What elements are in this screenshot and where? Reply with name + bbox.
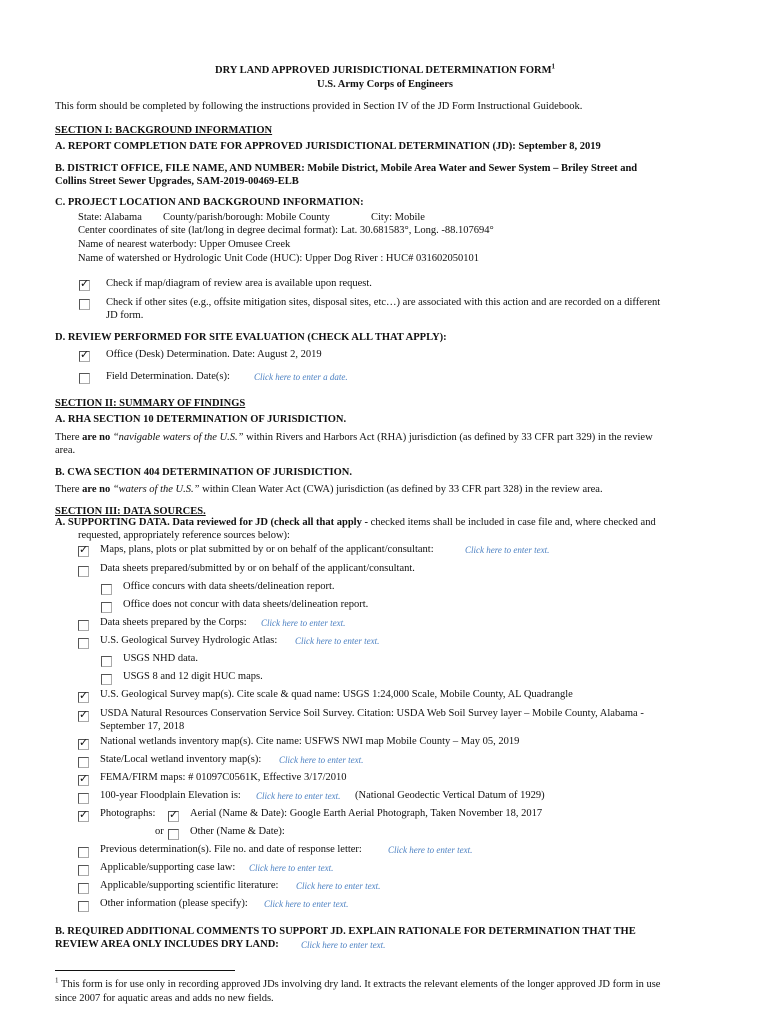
map-available-label: Check if map/diagram of review area is available upon request. [106,278,372,289]
check-icon: ✓ [80,277,90,290]
agency-name: U.S. Army Corps of Engineers [317,79,453,90]
datasheets-label: Data sheets prepared/submitted by or on behalf of the applicant/consultant. [100,563,415,574]
section-2-b-text [55,483,603,496]
section-3-b-line1: B. REQUIRED ADDITIONAL COMMENTS TO SUPPORT JD. EXPLAIN RATIONALE FOR DETERMINATION THAT THE [55,926,636,937]
comments-input[interactable]: Click here to enter text. [301,940,386,950]
a-pre: There [55,432,83,443]
other-sites-checkbox[interactable] [79,299,90,310]
previous-determination-input[interactable]: Click here to enter text. [388,845,473,855]
usgs-atlas-label: U.S. Geological Survey Hydrologic Atlas: [100,635,278,646]
aerial-label: Aerial (Name & Date): Google Earth Aerial Photograph, Taken November 18, 2017 [190,808,543,819]
county-field: County/parish/borough: Mobile County [163,212,330,223]
corps-datasheets-label: Data sheets prepared by the Corps: [100,617,247,628]
section-1-b-line2: Collins Street Sewer Upgrades, SAM-2019-00469-ELB [55,176,299,187]
b-pre: There [55,484,83,495]
check-icon: ✓ [79,689,89,702]
intro-text: This form should be completed by following the instructions provided in Section IV of the JD Form Instructional Guidebook. [55,101,583,112]
b-post: within Clean Water Act (CWA) jurisdiction (as defined by 33 CFR part 328) in the review area. [199,484,603,495]
maps-label: Maps, plans, plots or plat submitted by or on behalf of the applicant/consultant: [100,544,434,555]
state-wetland-checkbox[interactable] [78,757,89,768]
check-icon: ✓ [79,808,89,821]
floodplain-label: 100-year Floodplain Elevation is: [100,790,241,801]
usgs-atlas-checkbox[interactable] [78,638,89,649]
state-wetland-label: State/Local wetland inventory map(s): [100,754,262,765]
usgs-maps-checkbox[interactable] [78,689,89,703]
map-available-checkbox[interactable] [79,277,90,291]
nwi-label: National wetlands inventory map(s). Cite name: USFWS NWI map Mobile County – May 05, 2019 [100,736,520,747]
photographs-label: Photographs: [100,808,156,819]
section-2-a-line2: area. [55,445,76,456]
photographs-checkbox[interactable] [78,808,89,822]
corps-datasheets-checkbox[interactable] [78,620,89,631]
usgs-huc-checkbox[interactable] [101,674,112,685]
scientific-literature-label: Applicable/supporting scientific literature: [100,880,279,891]
office-concurs-label: Office concurs with data sheets/delineation report. [123,581,335,592]
footnote-divider [55,970,235,971]
b-bold: are no [82,484,111,495]
usgs-atlas-input[interactable]: Click here to enter text. [295,636,380,646]
floodplain-input[interactable]: Click here to enter text. [256,791,341,801]
maps-checkbox[interactable] [78,543,89,557]
section-1-a: A. REPORT COMPLETION DATE FOR APPROVED JURISDICTIONAL DETERMINATION (JD): September 8, 2019 [55,141,601,152]
section-2-heading: SECTION II: SUMMARY OF FINDINGS [55,398,246,409]
aerial-checkbox[interactable] [168,808,179,822]
floodplain-datum: (National Geodectic Vertical Datum of 1929) [355,790,545,801]
usda-label-line2: September 17, 2018 [100,721,185,732]
footnote-text: This form is for use only in recording approved JDs involving dry land. It extracts the relevant elements of the longer approved JD form in use [58,979,661,990]
section-2-a-text [55,431,653,444]
case-law-label: Applicable/supporting case law: [100,862,236,873]
usgs-nhd-label: USGS NHD data. [123,653,198,664]
check-icon: ✓ [79,736,89,749]
floodplain-checkbox[interactable] [78,793,89,804]
previous-determination-label: Previous determination(s). File no. and date of response letter: [100,844,362,855]
form-title [0,64,770,77]
section-1-heading: SECTION I: BACKGROUND INFORMATION [55,125,273,136]
other-information-label: Other information (please specify): [100,898,248,909]
other-sites-label-line2: JD form. [106,310,144,321]
other-information-input[interactable]: Click here to enter text. [264,899,349,909]
fema-checkbox[interactable] [78,772,89,786]
state-field: State: Alabama [78,212,142,223]
a-bold: are no [82,432,111,443]
section-3-heading: SECTION III: DATA SOURCES. [55,506,206,517]
scientific-literature-input[interactable]: Click here to enter text. [296,881,381,891]
office-determination-label: Office (Desk) Determination. Date: August 2, 2019 [106,349,322,360]
datasheets-checkbox[interactable] [78,566,89,577]
state-wetland-input[interactable]: Click here to enter text. [279,755,364,765]
title-footnote-mark: 1 [551,62,556,71]
case-law-checkbox[interactable] [78,865,89,876]
previous-determination-checkbox[interactable] [78,847,89,858]
field-date-input[interactable]: Click here to enter a date. [254,372,348,382]
section-3-b-line2: REVIEW AREA ONLY INCLUDES DRY LAND: [55,939,279,950]
section-1-b-line1: B. DISTRICT OFFICE, FILE NAME, AND NUMBER: Mobile District, Mobile Area Water and Sewer System – Briley Street and [55,163,638,174]
section-1-c-heading: C. PROJECT LOCATION AND BACKGROUND INFORMATION: [55,197,364,208]
a-head-bold: A. SUPPORTING DATA. Data reviewed for JD (check all that apply - [55,517,368,528]
or-label: or [155,826,164,837]
usda-checkbox[interactable] [78,708,89,722]
a-italic: “navigable waters of the U.S.” [110,432,244,443]
check-icon: ✓ [169,808,179,821]
other-information-checkbox[interactable] [78,901,89,912]
field-determination-label: Field Determination. Date(s): [106,371,230,382]
usgs-maps-label: U.S. Geological Survey map(s). Cite scale & quad name: USGS 1:24,000 Scale, Mobile County, AL Quadrangle [100,689,573,700]
footnote-line1 [55,978,660,991]
waterbody-field: Name of nearest waterbody: Upper Omusee Creek [78,239,291,250]
footnote-line2: since 2007 for aquatic areas and adds no new fields. [55,993,274,1004]
corps-datasheets-input[interactable]: Click here to enter text. [261,618,346,628]
usda-label-line1: USDA Natural Resources Conservation Service Soil Survey. Citation: USDA Web Soil Survey layer – Mobile County, Alabama - [100,708,644,719]
section-2-b-heading: B. CWA SECTION 404 DETERMINATION OF JURISDICTION. [55,467,352,478]
huc-field: Name of watershed or Hydrologic Unit Code (HUC): Upper Dog River : HUC# 031602050101 [78,253,479,264]
case-law-input[interactable]: Click here to enter text. [249,863,334,873]
other-photo-checkbox[interactable] [168,829,179,840]
check-icon: ✓ [79,543,89,556]
fema-label: FEMA/FIRM maps: # 01097C0561K, Effective 3/17/2010 [100,772,347,783]
other-sites-label-line1: Check if other sites (e.g., offsite mitigation sites, disposal sites, etc…) are associated with this action and are recorded on a different [106,297,661,308]
nwi-checkbox[interactable] [78,736,89,750]
title-text: DRY LAND APPROVED JURISDICTIONAL DETERMINATION FORM [214,65,552,76]
a-head-tail: checked items shall be included in case file and, where checked and [367,517,656,528]
maps-input[interactable]: Click here to enter text. [465,545,550,555]
a-post: within Rivers and Harbors Act (RHA) jurisdiction (as defined by 33 CFR part 329) in the review [243,432,653,443]
section-3-a-heading [55,516,656,529]
coordinates-field: Center coordinates of site (lat/long in degree decimal format): Lat. 30.681583°, Long. -88.107694° [78,225,494,236]
footnote-mark: 1 [55,976,59,985]
field-determination-checkbox[interactable] [79,373,90,384]
city-field: City: Mobile [371,212,425,223]
check-icon: ✓ [79,772,89,785]
scientific-literature-checkbox[interactable] [78,883,89,894]
section-1-d-heading: D. REVIEW PERFORMED FOR SITE EVALUATION (CHECK ALL THAT APPLY): [55,332,447,343]
section-2-a-heading: A. RHA SECTION 10 DETERMINATION OF JURISDICTION. [55,414,347,425]
office-concurs-checkbox[interactable] [101,584,112,595]
office-determination-checkbox[interactable] [79,348,90,362]
other-photo-label: Other (Name & Date): [190,826,285,837]
check-icon: ✓ [80,348,90,361]
usgs-huc-label: USGS 8 and 12 digit HUC maps. [123,671,263,682]
b-italic: “waters of the U.S.” [110,484,200,495]
office-not-concur-label: Office does not concur with data sheets/delineation report. [123,599,369,610]
office-not-concur-checkbox[interactable] [101,602,112,613]
section-3-a-line2: requested, appropriately reference sources below): [78,530,290,541]
check-icon: ✓ [79,708,89,721]
usgs-nhd-checkbox[interactable] [101,656,112,667]
